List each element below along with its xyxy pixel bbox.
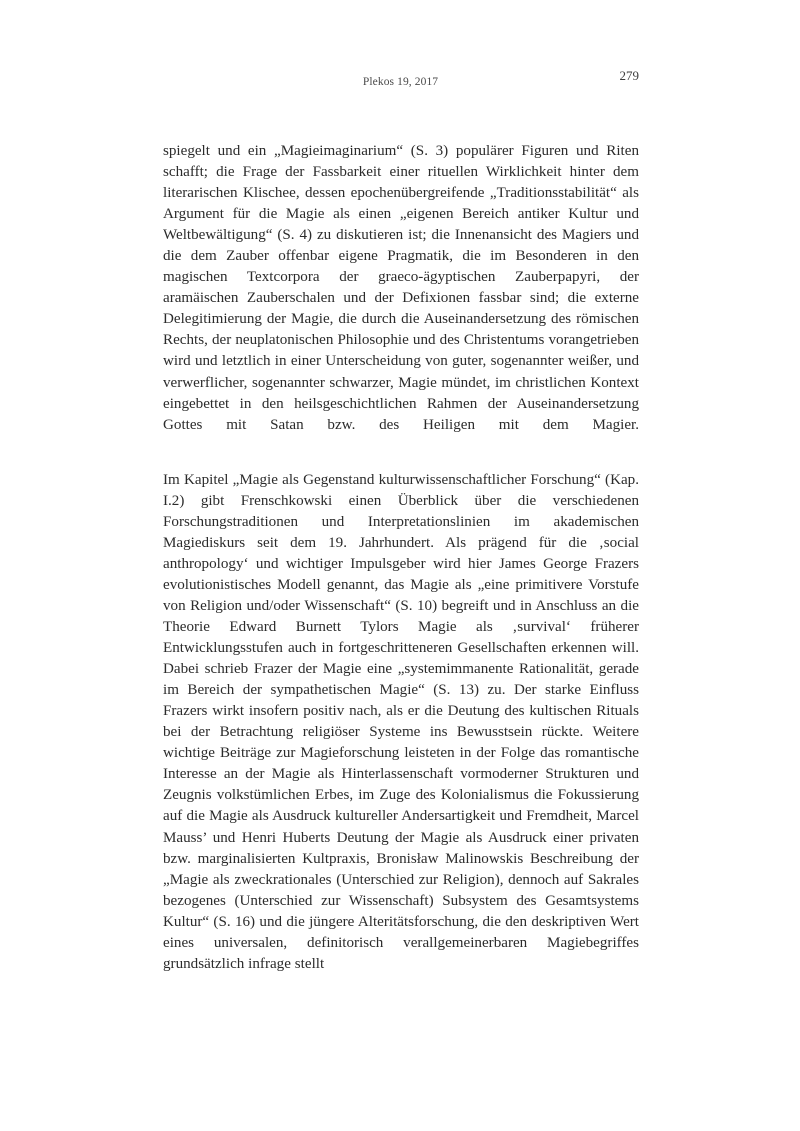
page-number: 279 xyxy=(619,68,639,83)
body-paragraph-1: spiegelt und ein „Magieimaginarium“ (S. 3) populärer Figuren und Riten schafft; die Frage der Fassbarkeit einer rituellen Wirklichkeit hinter dem literarischen Klischee, dessen epochenübergreifende „Traditionsstabilität“ als Argument für die Magie als einen „eigenen Bereich antiker Kultur und Weltbewältigung“ (S. 4) zu diskutieren ist; die Innenansicht des Magiers und die dem Zauber offenbar eigene Pragmatik, die im Besonderen in den magischen Textcorpora der graeco-ägyptischen Zauberpapyri, der aramäischen Zauberschalen und der Defixionen fassbar sind; die externe Delegitimierung der Magie, die durch die Auseinandersetzung des römischen Rechts, der neuplatonischen Philosophie und des Christentums vorangetrieben wird und letztlich in einer Unterscheidung von guter, sogenannter weißer, und verwerflicher, sogenannter schwarzer, Magie mündet, im christlichen Kontext eingebettet in den heilsgeschichtlichen Rahmen der Auseinandersetzung Gottes mit Satan bzw. des Heiligen mit dem Magier. xyxy=(163,143,639,433)
body-text-block xyxy=(163,141,639,975)
running-head xyxy=(163,68,639,92)
running-head-journal-title: Plekos 19, 2017 xyxy=(362,76,439,88)
body-paragraph-2: Im Kapitel „Magie als Gegenstand kulturwissenschaftlicher Forschung“ (Kap. I.2) gibt Frenschkowski einen Überblick über die verschiedenen Forschungstraditionen und Interpretationslinien im akademischen Magiediskurs seit dem 19. Jahrhundert. Als prägend für die ‚social anthropology‘ und wichtiger Impulsgeber wird hier James George Frazers evolutionistisches Modell genannt, das Magie als „eine primitivere Vorstufe von Religion und/oder Wissenschaft“ (S. 10) begreift und in Anschluss an die Theorie Edward Burnett Tylors Magie als ‚survival‘ früherer Entwicklungsstufen auch in fortgeschritteneren Gesellschaften erkennen will. Dabei schrieb Frazer der Magie eine „systemimmanente Rationalität, gerade im Bereich der sympathetischen Magie“ (S. 13) zu. Der starke Einfluss Frazers wirkt insofern positiv nach, als er die Deutung des kultischen Rituals bei der Betrachtung religiöser Systeme ins Bewusstsein rückte. Weitere wichtige Beiträge zur Magieforschung leisteten in der Folge das romantische Interesse an der Magie als Hinterlassenschaft vormoderner Strukturen und Zeugnis volkstümlichen Erbes, im Zuge des Kolonialismus die Fokussierung auf die Magie als Ausdruck kultureller Andersartigkeit und Fremdheit, Marcel Mauss’ und Henri Huberts Deutung der Magie als Ausdruck einer privaten bzw. marginalisierten Kultpraxis, Bronisław Malinowskis Beschreibung der „Magie als zweckrationales (Unterschied zur Religion), dennoch auf Sakrales bezogenes (Unterschied zur Wissenschaft) Subsystem des Gesamtsystems Kultur“ (S. 16) und die jüngere Alteritätsforschung, die den deskriptiven Wert eines universalen, definitorisch verallgemeinerbaren Magiebegriffes grundsätzlich infrage stellt xyxy=(163,471,639,972)
